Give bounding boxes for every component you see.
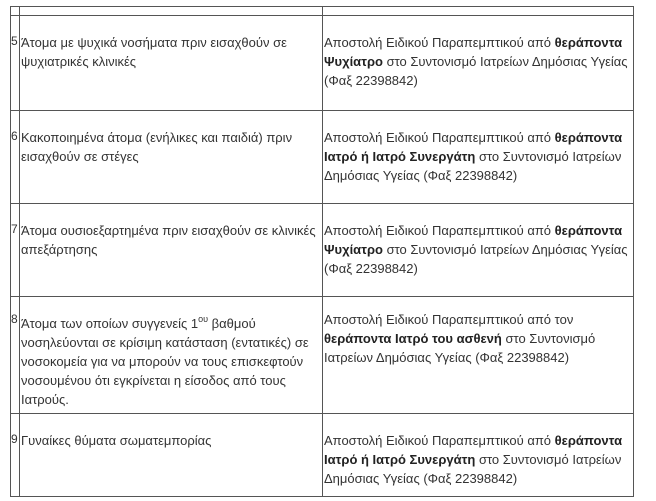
action-text: Αποστολή Ειδικού Παραπεμπτικού από τον θεράποντα Ιατρό του ασθενή στο Συντονισμό Ιατρείων Δημόσιας Υγείας (Φαξ 22398842) — [324, 312, 596, 365]
table-row — [11, 414, 634, 497]
action-text: Αποστολή Ειδικού Παραπεμπτικού από θεράποντα Ψυχίατρο στο Συντονισμό Ιατρείων Δημόσιας Υγείας (Φαξ 22398842) — [324, 35, 628, 88]
description-cell — [20, 204, 323, 297]
description-text: Γυναίκες θύματα σωματεμπορίας — [21, 433, 212, 448]
row-number: 9 — [11, 432, 18, 446]
table-row — [11, 16, 634, 111]
table-row — [11, 111, 634, 204]
action-cell — [323, 111, 634, 204]
row-number-cell — [11, 414, 20, 497]
action-cell — [323, 414, 634, 497]
row-number-cell — [11, 16, 20, 111]
description-cell — [20, 297, 323, 414]
row-number-cell — [11, 111, 20, 204]
table-row — [11, 297, 634, 414]
referral-table — [10, 6, 634, 497]
action-cell — [323, 16, 634, 111]
table-row-partial — [11, 7, 634, 16]
description-text: Άτομα ουσιοεξαρτημένα πριν εισαχθούν σε κλινικές απεξάρτησης — [21, 223, 316, 257]
description-text: Άτομα με ψυχικά νοσήματα πριν εισαχθούν σε ψυχιατρικές κλινικές — [21, 35, 287, 69]
row-number: 8 — [11, 312, 18, 326]
row-number: 7 — [11, 222, 18, 236]
row-number: 6 — [11, 129, 18, 143]
row-number: 5 — [11, 34, 18, 48]
description-text: Άτομα των οποίων συγγενείς $1^{o\upsilon}$ βαθμού νοσηλεύονται σε κρίσιμη κατάσταση (εντατικές) σε νοσοκομεία για να μπορούν να τους επισκεφτούν νοσουμένου ότι εγκρίνεται η είσοδος από τους Ιατρούς. — [21, 313, 309, 407]
description-text: Κακοποιημένα άτομα (ενήλικες και παιδιά) πριν εισαχθούν σε στέγες — [21, 130, 293, 164]
description-cell — [20, 16, 323, 111]
action-text: Αποστολή Ειδικού Παραπεμπτικού από θεράποντα Ψυχίατρο στο Συντονισμό Ιατρείων Δημόσιας Υγείας (Φαξ 22398842) — [324, 223, 628, 276]
action-cell — [323, 297, 634, 414]
action-text: Αποστολή Ειδικού Παραπεμπτικού από θεράποντα Ιατρό ή Ιατρό Συνεργάτη στο Συντονισμό Ιατρείων Δημόσιας Υγείας (Φαξ 22398842) — [324, 130, 623, 183]
action-cell — [323, 204, 634, 297]
description-cell — [20, 414, 323, 497]
row-number-cell — [11, 204, 20, 297]
table-row — [11, 204, 634, 297]
action-text: Αποστολή Ειδικού Παραπεμπτικού από θεράποντα Ιατρό ή Ιατρό Συνεργάτη στο Συντονισμό Ιατρείων Δημόσιας Υγείας (Φαξ 22398842) — [324, 433, 623, 486]
description-cell — [20, 111, 323, 204]
row-number-cell — [11, 297, 20, 414]
